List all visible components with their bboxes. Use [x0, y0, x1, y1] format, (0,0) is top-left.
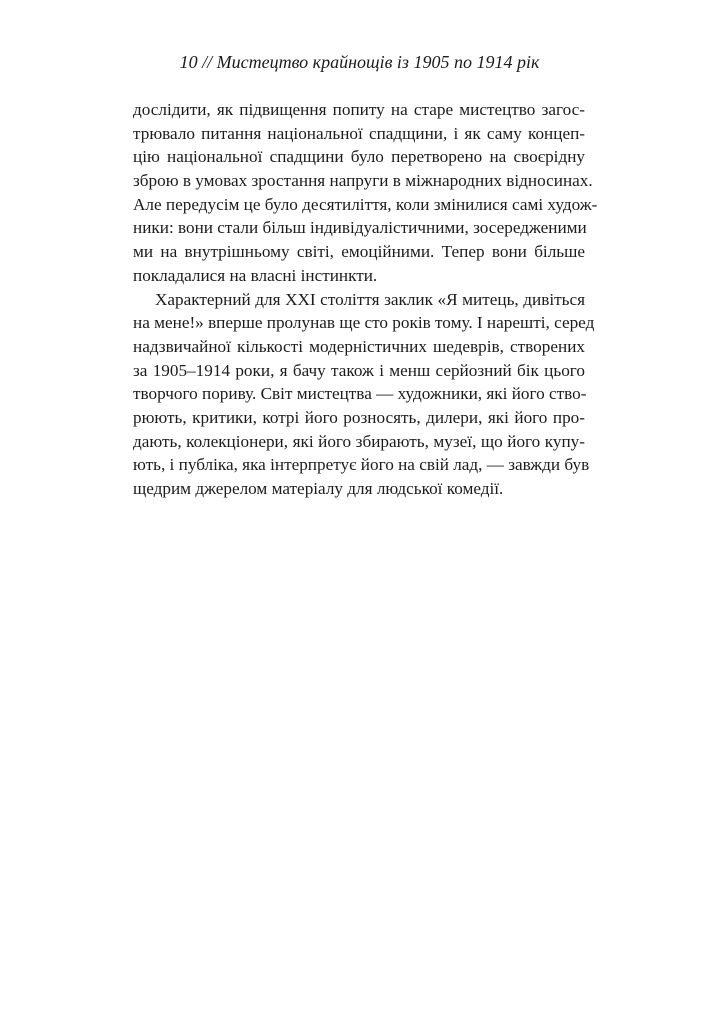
body-text: [133, 98, 598, 501]
text-line: рюють, критики, котрі його розносять, дилери, які його про-: [133, 407, 585, 427]
text-line: ють, і публіка, яка інтерпретує його на свій лад, — завжди був: [133, 455, 590, 475]
running-header: [0, 52, 719, 73]
text-line: цію національної спадщини було перетворено на своєрідну: [133, 147, 585, 167]
running-title: Мистецтво крайнощів із 1905 по 1914 рік: [216, 52, 540, 72]
text-line: ники: вони стали більш індивідуалістичними, зосередженими: [133, 218, 587, 238]
header-separator: //: [202, 52, 213, 72]
text-line: Характерний для XXI століття заклик «Я митець, дивіться: [155, 289, 585, 309]
paragraph: [133, 98, 598, 288]
text-line: покладалися на власні інстинкти.: [133, 265, 378, 285]
text-line: дають, колекціонери, які його збирають, музеї, що його купу-: [133, 431, 585, 451]
text-line: дослідити, як підвищення попиту на старе мистецтво загос-: [133, 100, 585, 119]
text-line: творчого пориву. Світ мистецтва — художники, які його ство-: [133, 384, 587, 404]
text-line: за 1905–1914 роки, я бачу також і менш серйозний бік цього: [133, 360, 585, 380]
page-number: 10: [179, 52, 198, 72]
text-line: щедрим джерелом матеріалу для людської комедії.: [133, 479, 504, 498]
text-line: зброю в умовах зростання напруги в міжнародних відносинах.: [133, 171, 593, 191]
text-line: трювало питання національної спадщини, і як саму концеп-: [133, 123, 585, 143]
text-line: надзвичайної кількості модерністичних шедеврів, створених: [133, 336, 585, 356]
text-line: на мене!» вперше пролунав ще сто років тому. І нарешті, серед: [133, 313, 595, 333]
text-line: Але передусім це було десятиліття, коли змінилися самі худож-: [133, 194, 598, 214]
text-line: ми на внутрішньому світі, емоційними. Тепер вони більше: [133, 242, 585, 262]
paragraph: [133, 288, 595, 501]
